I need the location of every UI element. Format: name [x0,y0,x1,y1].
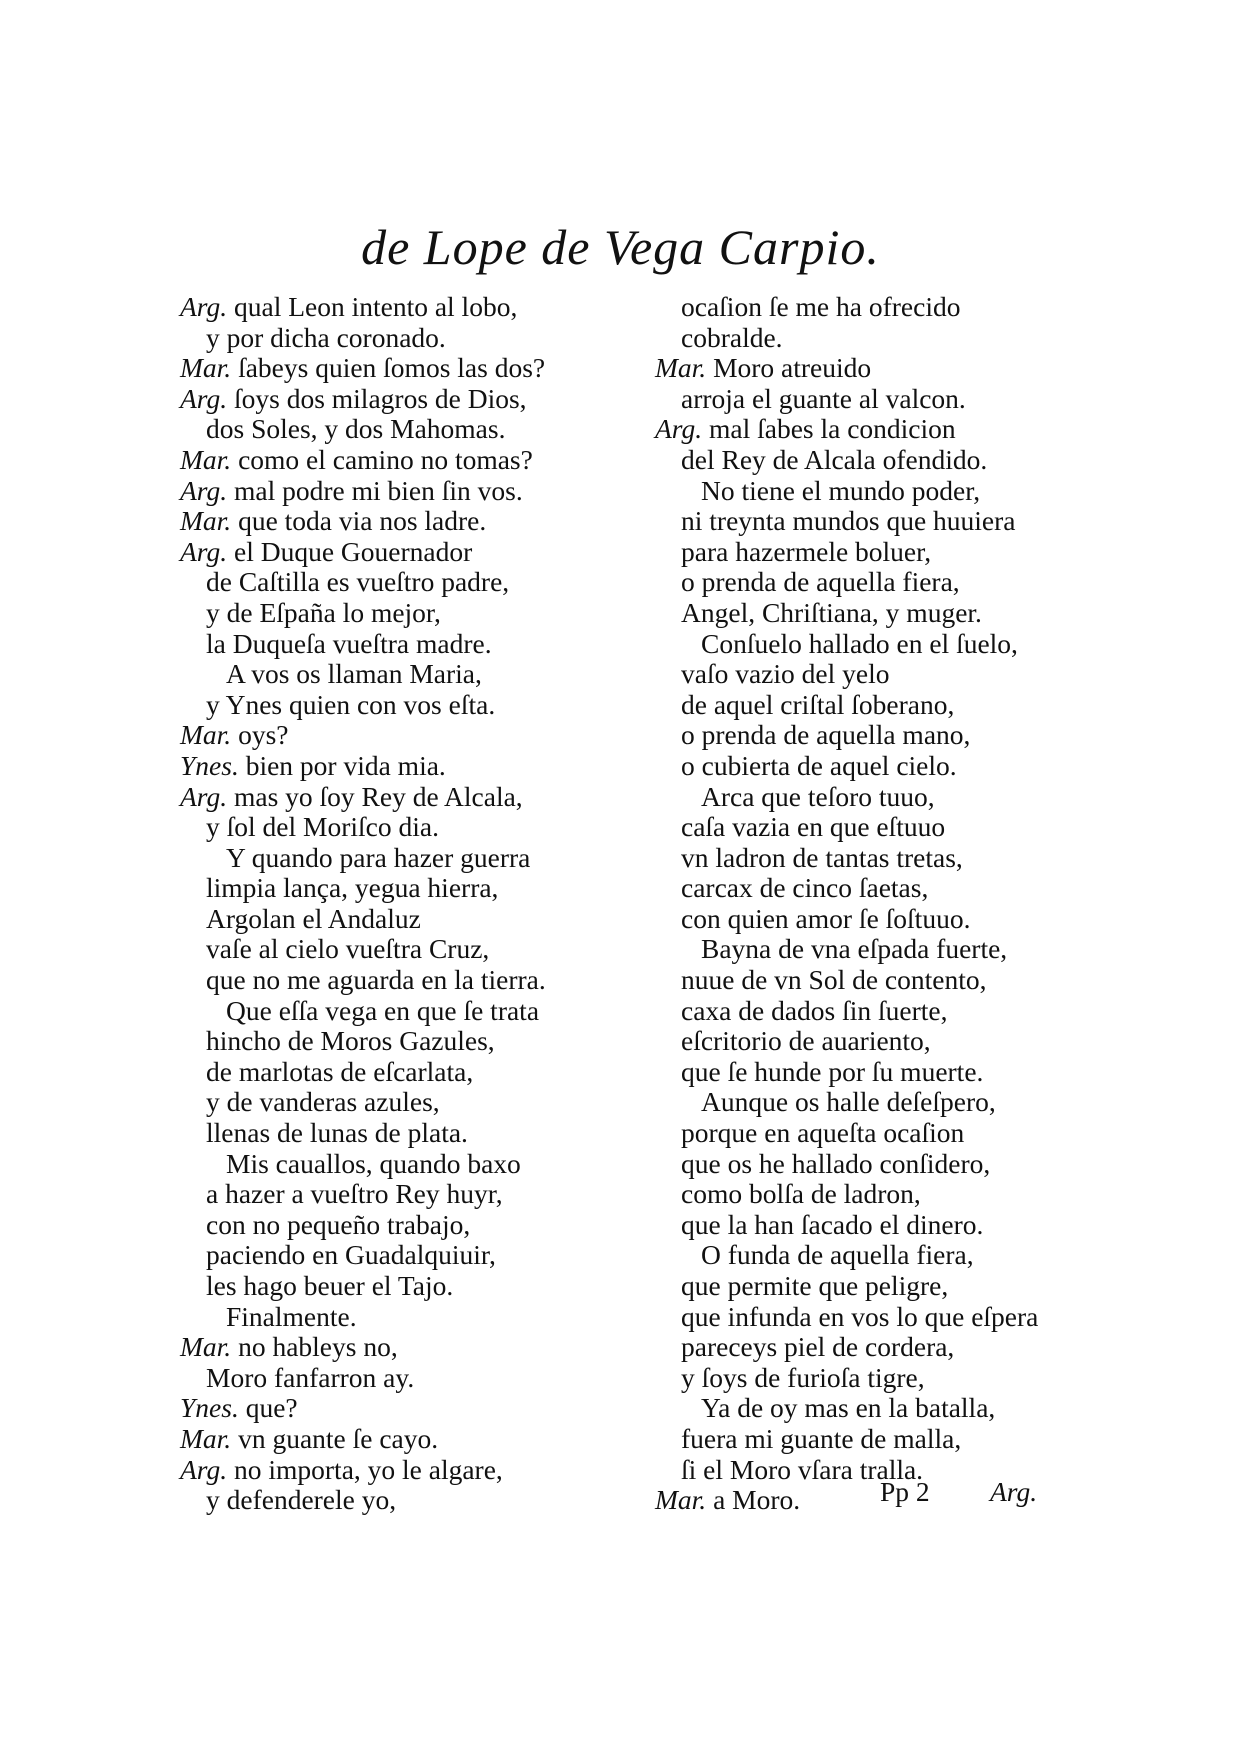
verse-line [180,751,620,782]
verse-text: que os he hallado conſidero, [681,1147,991,1179]
verse-text: vaſe al cielo vueſtra Cruz, [206,933,490,965]
verse-text: vn guante ſe cayo. [238,1422,439,1454]
verse-text: llenas de lunas de plata. [206,1117,468,1149]
verse-line [655,323,1095,354]
verse-line [180,965,620,996]
speaker-label: Arg. [180,535,228,567]
verse-text: de aquel criſtal ſoberano, [681,688,955,720]
verse-line [180,1424,620,1455]
verse-line [180,1271,620,1302]
verse-text: vn ladron de tantas tretas, [681,841,963,873]
verse-line [655,659,1095,690]
verse-text: o cubierta de aquel cielo. [681,749,957,781]
verse-line [180,629,620,660]
speaker-label: Arg. [180,291,228,322]
verse-line [655,720,1095,751]
verse-line [180,598,620,629]
verse-text: Angel, Chriſtiana, y muger. [681,596,982,628]
verse-line [180,873,620,904]
verse-text: vaſo vazio del yelo [681,658,890,690]
verse-line [655,476,1095,507]
verse-text: y ſol del Moriſco dia. [206,811,439,843]
verse-line [655,1118,1095,1149]
verse-line [180,476,620,507]
verse-line [180,1057,620,1088]
verse-text: bien por vida mia. [245,749,446,781]
right-text-column [655,292,1095,1516]
verse-line [180,323,620,354]
verse-text: que? [245,1392,298,1424]
verse-line [180,1485,620,1516]
verse-text: Moro fanfarron ay. [206,1361,415,1393]
verse-line [655,445,1095,476]
verse-text: cobralde. [681,321,783,353]
catchword: Arg. [990,1476,1038,1507]
verse-line [655,353,1095,384]
verse-line [180,445,620,476]
speaker-label: Arg. [655,413,703,445]
verse-text: que no me aguarda en la tierra. [206,964,546,996]
signature-mark: Pp 2 [880,1476,930,1507]
verse-line [655,1087,1095,1118]
verse-text: nuue de vn Sol de contento, [681,964,987,996]
verse-text: y de vanderas azules, [206,1086,440,1118]
verse-text: paciendo en Guadalquiuir, [206,1239,496,1271]
verse-text: Ya de oy mas en la batalla, [701,1392,996,1424]
verse-line [655,567,1095,598]
verse-line [655,965,1095,996]
verse-line [655,1026,1095,1057]
verse-text: pareceys piel de cordera, [681,1331,955,1363]
verse-text: no importa, yo le algare, [233,1453,503,1485]
verse-line [655,1057,1095,1088]
verse-line [180,1179,620,1210]
verse-text: ni treynta mundos que huuiera [681,505,1016,537]
verse-line [655,751,1095,782]
verse-text: el Duque Gouernador [233,535,473,567]
verse-line [655,1363,1095,1394]
verse-line [655,1149,1095,1180]
verse-text: O funda de aquella fiera, [701,1239,974,1271]
verse-text: la Duqueſa vueſtra madre. [206,627,492,659]
verse-line [655,1271,1095,1302]
verse-line [655,873,1095,904]
verse-line [180,1087,620,1118]
verse-text: y Ynes quien con vos eſta. [206,688,496,720]
verse-line [180,720,620,751]
verse-text: que ſe hunde por ſu muerte. [681,1055,984,1087]
verse-text: mal ſabes la condicion [708,413,956,445]
verse-text: a Moro. [713,1484,801,1516]
verse-line [180,934,620,965]
verse-text: con quien amor ſe ſoſtuuo. [681,902,971,934]
verse-line [180,1149,620,1180]
verse-text: ſi el Moro vſara tralla. [681,1453,924,1485]
verse-text: de Caſtilla es vueſtro padre, [206,566,510,598]
verse-line [180,812,620,843]
verse-text: A vos os llaman Maria, [226,658,482,690]
speaker-label: Arg. [180,382,228,414]
verse-text: que infunda en vos lo que eſpera [681,1300,1039,1332]
left-text-column [180,292,620,1516]
verse-text: dos Soles, y dos Mahomas. [206,413,506,445]
verse-line [180,659,620,690]
verse-line [655,812,1095,843]
verse-line [655,292,1095,323]
verse-line [180,1118,620,1149]
verse-text: les hago beuer el Tajo. [206,1270,454,1301]
verse-text: o prenda de aquella mano, [681,719,971,751]
verse-line [180,996,620,1027]
speaker-label: Mar. [180,352,232,384]
verse-text: o prenda de aquella fiera, [681,566,960,598]
verse-text: caxa de dados ſin ſuerte, [681,994,948,1026]
verse-text: para hazermele boluer, [681,535,932,567]
speaker-label: Arg. [180,1453,228,1485]
verse-line [180,843,620,874]
verse-text: que permite que peligre, [681,1270,949,1301]
verse-line [655,843,1095,874]
verse-text: con no pequeño trabajo, [206,1208,471,1240]
verse-text: ſabeys quien ſomos las dos? [238,352,546,384]
verse-line [655,1179,1095,1210]
speaker-label: Ynes. [180,1392,239,1424]
speaker-label: Mar. [180,719,232,751]
verse-text: oys? [238,719,289,751]
verse-text: a hazer a vueſtro Rey huyr, [206,1178,503,1210]
verse-text: y de Eſpaña lo mejor, [206,596,441,628]
verse-line [180,1302,620,1333]
verse-line [655,537,1095,568]
verse-line [180,690,620,721]
verse-line [180,1332,620,1363]
verse-line [655,1210,1095,1241]
verse-line [180,1210,620,1241]
verse-line [655,996,1095,1027]
verse-text: mas yo ſoy Rey de Alcala, [233,780,523,812]
verse-text: Arca que teſoro tuuo, [701,780,935,812]
verse-text: carcax de cinco ſaetas, [681,872,929,904]
verse-line [180,1455,620,1486]
verse-line [655,598,1095,629]
verse-line [655,414,1095,445]
verse-text: de marlotas de eſcarlata, [206,1055,474,1087]
verse-line [655,1240,1095,1271]
verse-text: No tiene el mundo poder, [701,474,981,506]
verse-text: y ſoys de furioſa tigre, [681,1361,925,1393]
speaker-label: Mar. [180,1422,232,1454]
verse-text: Bayna de vna eſpada fuerte, [701,933,1008,965]
verse-text: qual Leon intento al lobo, [233,291,518,322]
speaker-label: Arg. [180,474,228,506]
verse-text: limpia lança, yegua hierra, [206,872,499,904]
verse-line [655,934,1095,965]
speaker-label: Mar. [180,1331,232,1363]
verse-line [180,506,620,537]
verse-line [180,353,620,384]
verse-text: Aunque os halle deſeſpero, [701,1086,996,1118]
verse-text: hincho de Moros Gazules, [206,1025,495,1057]
verse-text: Argolan el Andaluz [206,902,421,934]
speaker-label: Ynes. [180,749,239,781]
verse-line [180,1240,620,1271]
verse-line [180,384,620,415]
verse-text: Mis cauallos, quando baxo [226,1147,521,1179]
verse-text: que toda via nos ladre. [238,505,487,537]
verse-line [180,537,620,568]
verse-line [655,782,1095,813]
verse-line [180,414,620,445]
verse-text: como el camino no tomas? [238,443,533,475]
speaker-label: Mar. [180,505,232,537]
verse-line [655,1424,1095,1455]
verse-text: Conſuelo hallado en el ſuelo, [701,627,1018,659]
verse-line [655,904,1095,935]
verse-text: y defenderele yo, [206,1484,397,1516]
verse-text: como bolſa de ladron, [681,1178,921,1210]
verse-line [655,1393,1095,1424]
verse-line [655,384,1095,415]
verse-line [180,567,620,598]
verse-text: Finalmente. [226,1300,357,1332]
verse-line [655,629,1095,660]
verse-line [180,782,620,813]
verse-text: Moro atreuido [713,352,872,384]
running-head: de Lope de Vega Carpio. [361,219,880,275]
verse-line [655,1302,1095,1333]
verse-text: y por dicha coronado. [206,321,446,353]
verse-text: del Rey de Alcala ofendido. [681,443,988,475]
verse-line [180,292,620,323]
verse-text: porque en aqueſta ocaſion [681,1117,965,1149]
speaker-label: Mar. [655,352,707,384]
verse-text: ſoys dos milagros de Dios, [233,382,527,414]
verse-line [655,690,1095,721]
verse-text: fuera mi guante de malla, [681,1422,962,1454]
verse-line [180,1026,620,1057]
speaker-label: Mar. [655,1484,707,1516]
speaker-label: Mar. [180,443,232,475]
verse-line [655,506,1095,537]
verse-text: Y quando para hazer guerra [226,841,531,873]
verse-text: Que eſſa vega en que ſe trata [226,994,540,1026]
verse-text: ocaſion ſe me ha ofrecido [681,291,961,322]
verse-text: que la han ſacado el dinero. [681,1208,984,1240]
verse-text: arroja el guante al valcon. [681,382,966,414]
verse-line [180,1393,620,1424]
verse-text: no hableys no, [238,1331,398,1363]
verse-text: caſa vazia en que eſtuuo [681,811,946,843]
verse-line [180,904,620,935]
speaker-label: Arg. [180,780,228,812]
verse-text: eſcritorio de auariento, [681,1025,931,1057]
verse-line [655,1332,1095,1363]
verse-text: mal podre mi bien ſin vos. [233,474,523,506]
verse-line [180,1363,620,1394]
